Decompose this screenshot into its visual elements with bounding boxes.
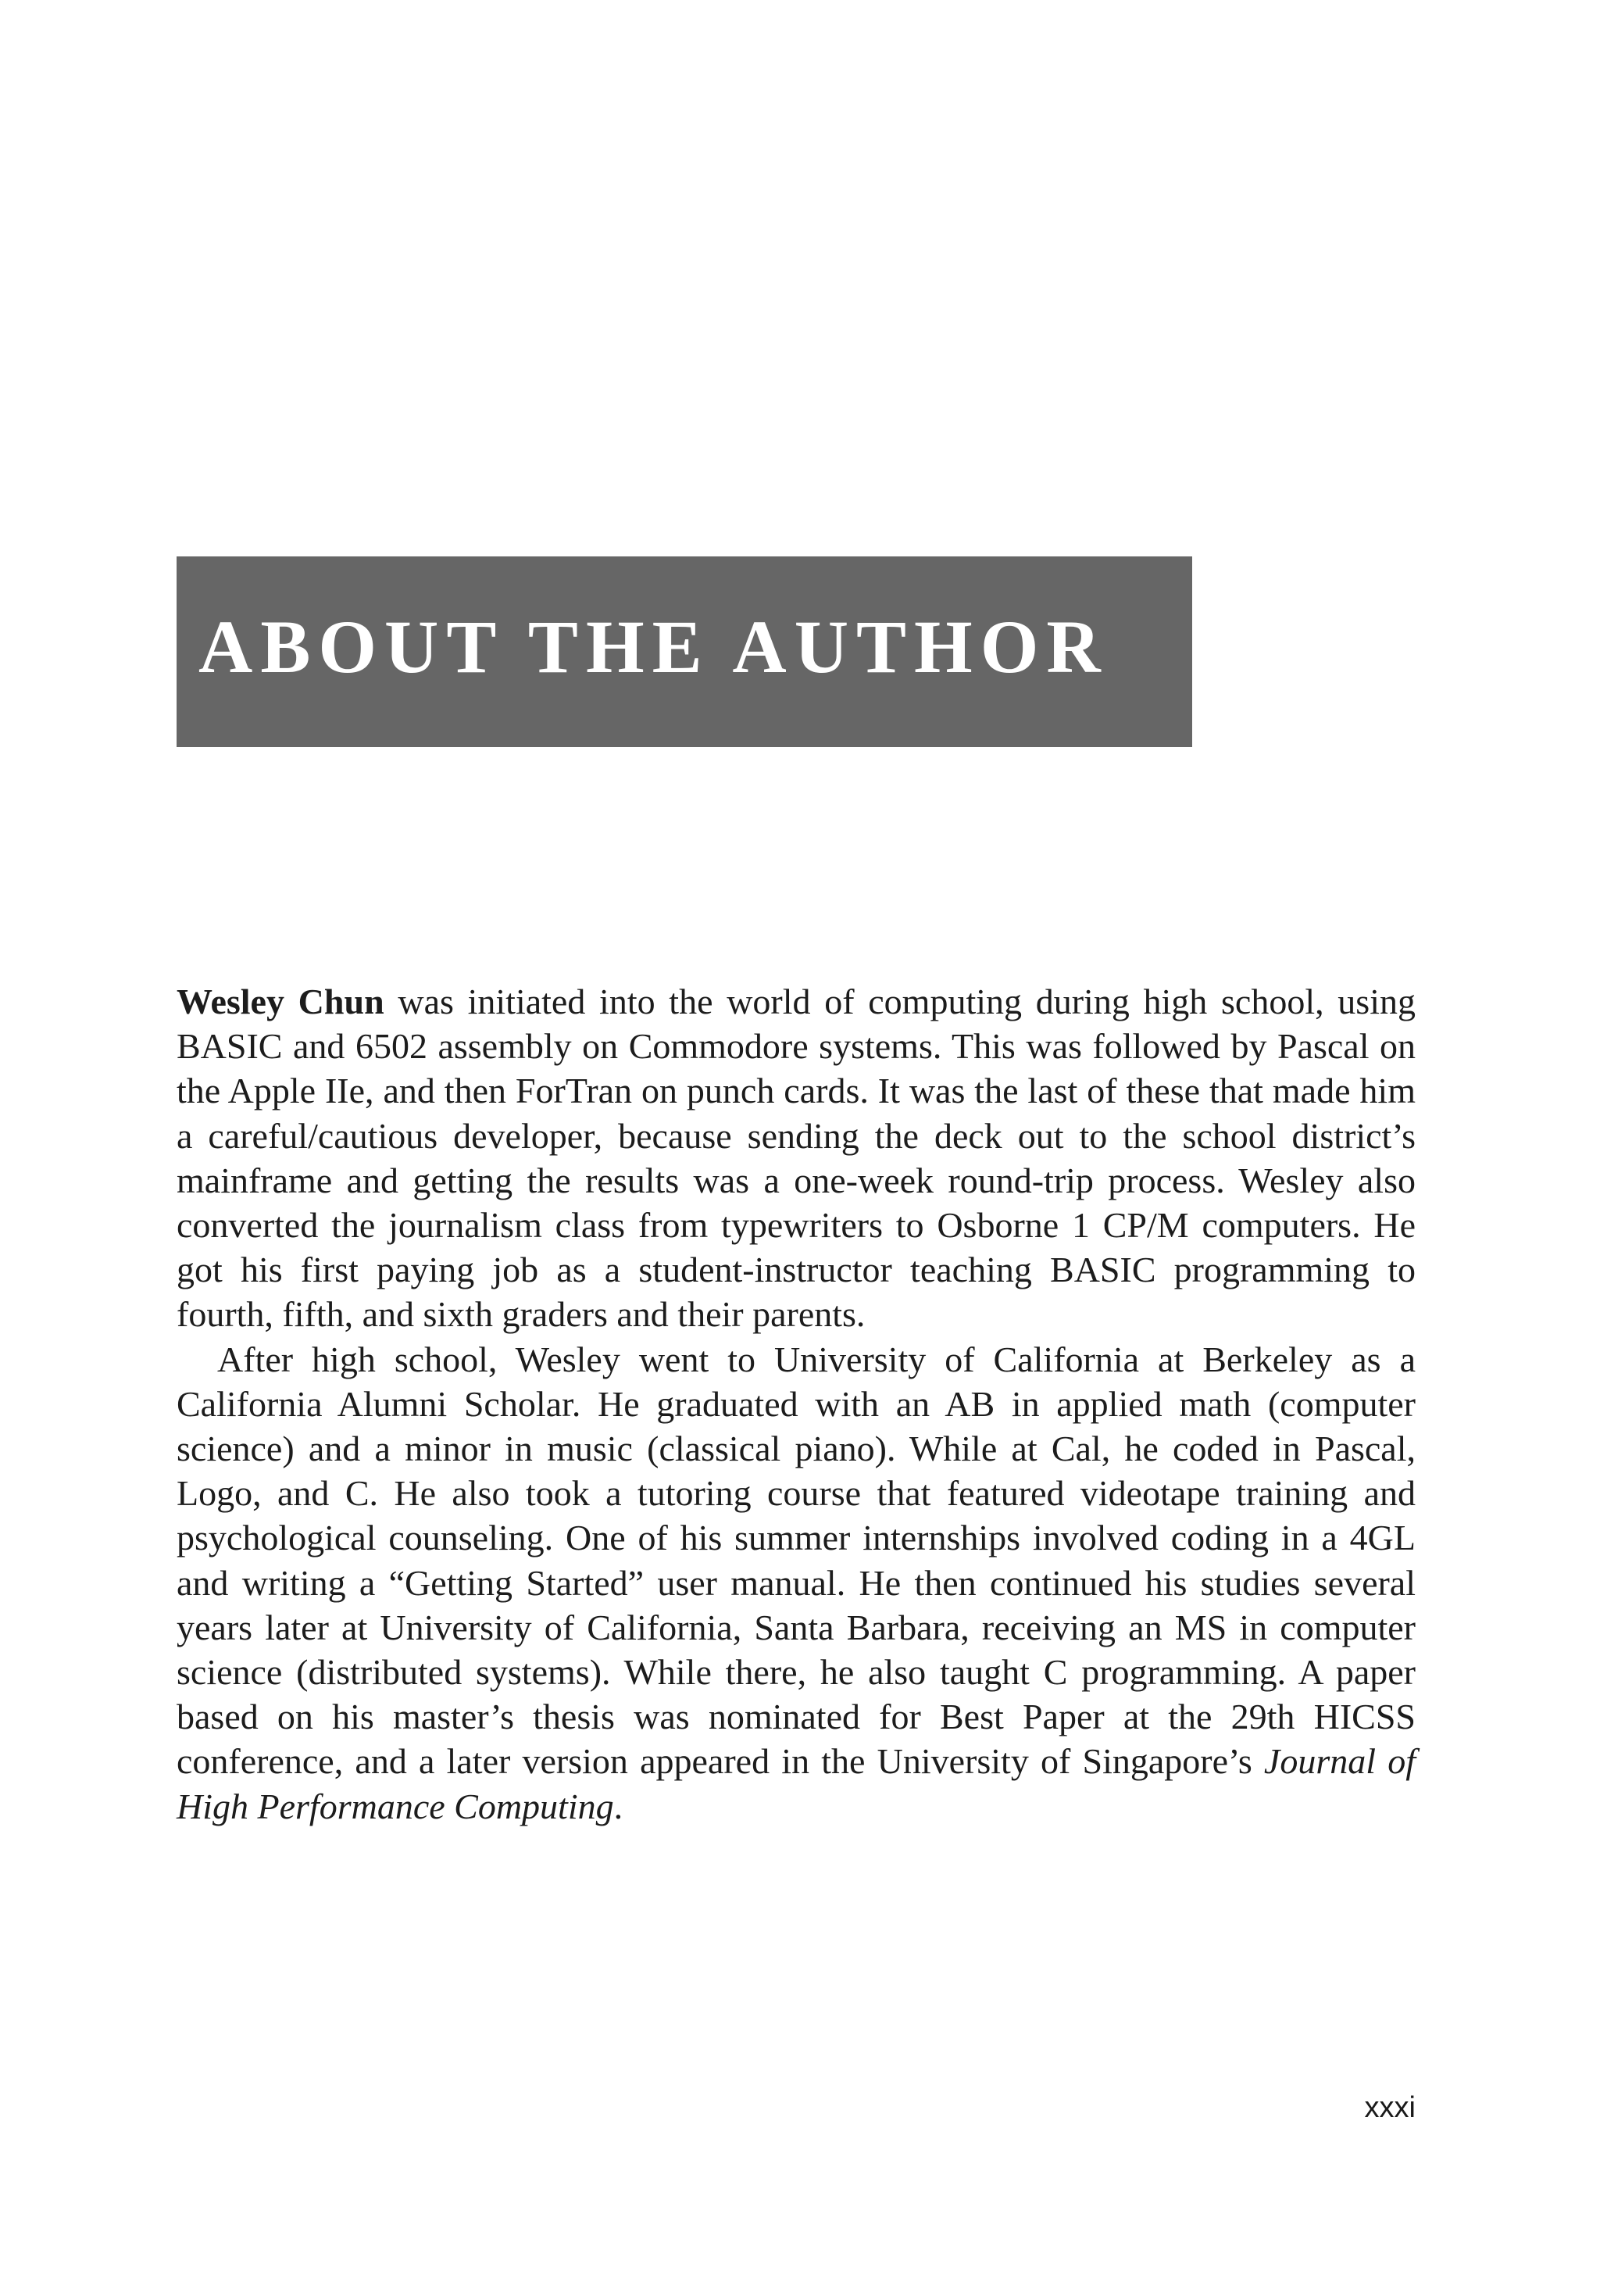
journal-title: Journal of High Performance Computing [177, 1741, 1416, 1826]
chapter-title: ABOUT THE AUTHOR [198, 605, 1109, 688]
bio-paragraph-2 [177, 1337, 1416, 1829]
bio-paragraph-2-end: . [613, 1786, 623, 1826]
chapter-heading-banner [177, 556, 1192, 747]
author-name: Wesley Chun [177, 982, 384, 1021]
bio-paragraph-1-text: was initiated into the world of computing during high school, using BASIC and 6502 assembly on Commodore systems. This was followed by Pascal on the Apple IIe, and then ForTran on punch cards. It was the last of these that made him a careful/cautious developer, because sending the deck out to the school district’s mainframe and getting the results was a one-week round-trip process. Wesley also converted the journalism class from typewriters to Osborne 1 CP/M computers. He got his first paying job as a student-instructor teaching BASIC programming to fourth, fifth, and sixth graders and their parents. [177, 982, 1416, 1335]
page-number: xxxi [1364, 2091, 1416, 2124]
bio-paragraph-1 [177, 979, 1416, 1337]
bio-paragraph-2-text: After high school, Wesley went to University of California at Berkeley as a California Alumni Scholar. He graduated with an AB in applied math (computer science) and a minor in music (classical piano). While at Cal, he coded in Pascal, Logo, and C. He also took a tutoring course that featured videotape training and psychological counseling. One of his summer internships involved coding in a 4GL and writing a “Getting Started” user manual. He then continued his studies several years later at University of California, Santa Barbara, receiving an MS in computer science (distributed systems). While there, he also taught C programming. A paper based on his master’s thesis was nominated for Best Paper at the 29th HICSS conference, and a later version appeared in the University of Singapore’s [177, 1339, 1416, 1782]
author-bio [177, 979, 1416, 1829]
